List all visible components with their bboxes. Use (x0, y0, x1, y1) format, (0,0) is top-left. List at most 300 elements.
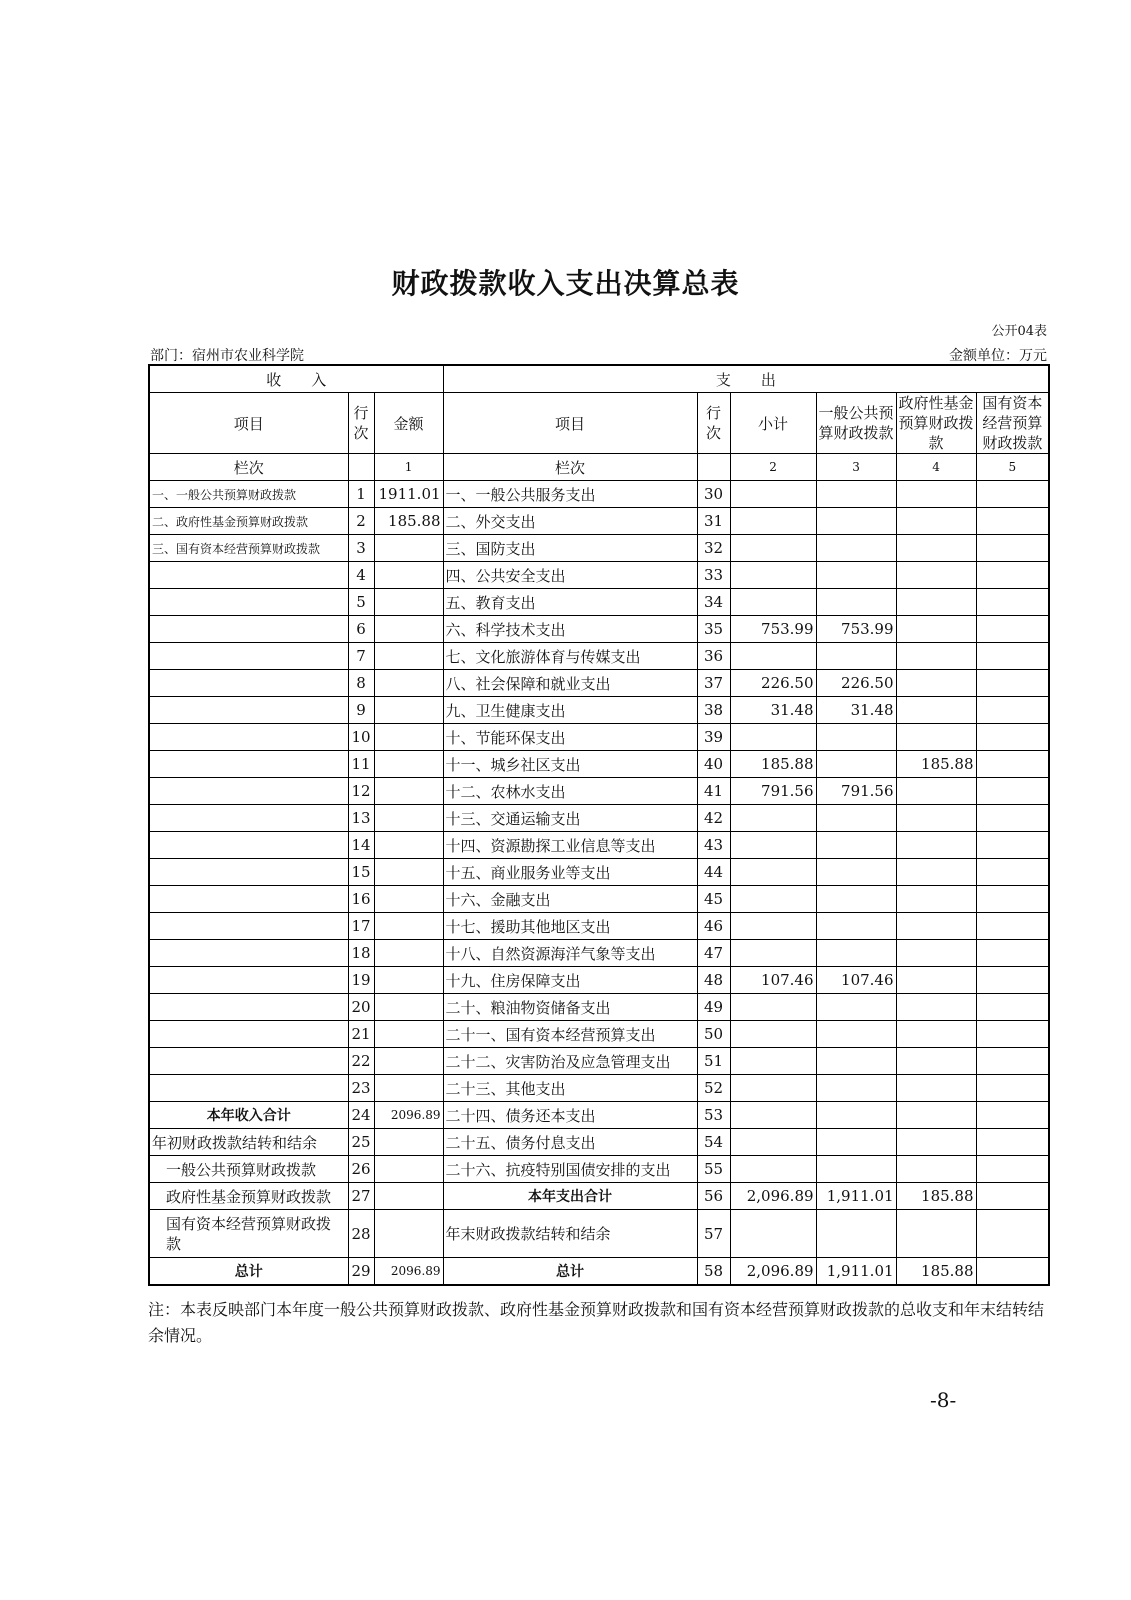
subtotal-value (730, 1156, 816, 1183)
expense-row-no-header: 行次 (697, 393, 730, 454)
gov-fund-value: 185.88 (896, 751, 976, 778)
income-row-no: 20 (348, 994, 374, 1021)
expense-row-no: 58 (697, 1258, 730, 1286)
expense-item: 六、科学技术支出 (443, 616, 697, 643)
state-capital-value (976, 697, 1049, 724)
income-amount (374, 751, 443, 778)
income-item-header: 项目 (149, 393, 348, 454)
expense-item: 十八、自然资源海洋气象等支出 (443, 940, 697, 967)
subtotal-value: 2,096.89 (730, 1183, 816, 1210)
subtotal-value: 753.99 (730, 616, 816, 643)
gov-fund-value (896, 994, 976, 1021)
income-row-no: 7 (348, 643, 374, 670)
expense-row-no: 57 (697, 1210, 730, 1258)
expense-row-no: 46 (697, 913, 730, 940)
income-amount (374, 994, 443, 1021)
gov-fund-value (896, 1102, 976, 1129)
table-row (149, 508, 1049, 535)
income-row-no: 15 (348, 859, 374, 886)
general-budget-value (816, 994, 896, 1021)
income-row-no: 28 (348, 1210, 374, 1258)
general-budget-value: 31.48 (816, 697, 896, 724)
table-row (149, 616, 1049, 643)
income-row-no: 12 (348, 778, 374, 805)
general-budget-value (816, 886, 896, 913)
gov-fund-value (896, 481, 976, 508)
income-header: 收 入 (149, 365, 443, 393)
income-row-no: 4 (348, 562, 374, 589)
state-capital-value (976, 508, 1049, 535)
expense-item: 总计 (443, 1258, 697, 1286)
expense-row-no: 44 (697, 859, 730, 886)
state-capital-value (976, 589, 1049, 616)
general-budget-header: 一般公共预算财政拨款 (816, 393, 896, 454)
expense-item: 十一、城乡社区支出 (443, 751, 697, 778)
expense-item: 五、教育支出 (443, 589, 697, 616)
general-budget-value (816, 913, 896, 940)
state-capital-value (976, 1258, 1049, 1286)
state-capital-value (976, 778, 1049, 805)
expense-row-no: 35 (697, 616, 730, 643)
income-item (149, 778, 348, 805)
income-item (149, 751, 348, 778)
general-budget-value: 226.50 (816, 670, 896, 697)
gov-fund-value (896, 1129, 976, 1156)
expense-item: 二十、粮油物资储备支出 (443, 994, 697, 1021)
subtotal-value (730, 913, 816, 940)
general-budget-value (816, 1075, 896, 1102)
col-number: 5 (976, 454, 1049, 481)
income-amount (374, 643, 443, 670)
state-capital-value (976, 481, 1049, 508)
gov-fund-value (896, 805, 976, 832)
income-amount (374, 832, 443, 859)
table-row (149, 697, 1049, 724)
income-item (149, 616, 348, 643)
appropriation-table (148, 364, 1050, 1286)
income-amount (374, 724, 443, 751)
expense-row-no: 49 (697, 994, 730, 1021)
gov-fund-value (896, 697, 976, 724)
income-row-no: 24 (348, 1102, 374, 1129)
income-row-no: 21 (348, 1021, 374, 1048)
income-row-no: 2 (348, 508, 374, 535)
table-row (149, 859, 1049, 886)
expense-row-no: 50 (697, 1021, 730, 1048)
gov-fund-value (896, 886, 976, 913)
state-capital-value (976, 670, 1049, 697)
state-capital-value (976, 940, 1049, 967)
expense-row-no: 36 (697, 643, 730, 670)
gov-fund-value (896, 589, 976, 616)
subtotal-value (730, 805, 816, 832)
expense-item: 十四、资源勘探工业信息等支出 (443, 832, 697, 859)
state-capital-value (976, 967, 1049, 994)
income-item (149, 724, 348, 751)
expense-item: 八、社会保障和就业支出 (443, 670, 697, 697)
subtotal-value: 2,096.89 (730, 1258, 816, 1286)
expense-row-no: 39 (697, 724, 730, 751)
income-item: 年初财政拨款结转和结余 (149, 1129, 348, 1156)
expense-item: 二十四、债务还本支出 (443, 1102, 697, 1129)
expense-row-no: 37 (697, 670, 730, 697)
table-row (149, 481, 1049, 508)
income-amount: 185.88 (374, 508, 443, 535)
gov-fund-value (896, 940, 976, 967)
income-row-no: 27 (348, 1183, 374, 1210)
subtotal-value (730, 1129, 816, 1156)
general-budget-value (816, 1021, 896, 1048)
subtotal-value (730, 1075, 816, 1102)
gov-fund-value (896, 778, 976, 805)
gov-fund-value (896, 832, 976, 859)
income-row-no: 29 (348, 1258, 374, 1286)
general-budget-value (816, 1129, 896, 1156)
general-budget-value (816, 481, 896, 508)
table-row (149, 1258, 1049, 1286)
general-budget-value: 1,911.01 (816, 1258, 896, 1286)
general-budget-value (816, 1210, 896, 1258)
state-capital-value (976, 886, 1049, 913)
expense-item: 十、节能环保支出 (443, 724, 697, 751)
subtotal-value: 107.46 (730, 967, 816, 994)
expense-row-no: 55 (697, 1156, 730, 1183)
gov-fund-value (896, 670, 976, 697)
income-amount-header: 金额 (374, 393, 443, 454)
col-blank (697, 454, 730, 481)
subtotal-value (730, 859, 816, 886)
income-item (149, 1021, 348, 1048)
subtotal-value (730, 994, 816, 1021)
income-amount: 1911.01 (374, 481, 443, 508)
income-amount (374, 778, 443, 805)
state-capital-value (976, 805, 1049, 832)
expense-item: 七、文化旅游体育与传媒支出 (443, 643, 697, 670)
income-amount (374, 886, 443, 913)
gov-fund-value (896, 1075, 976, 1102)
income-row-no: 22 (348, 1048, 374, 1075)
col-label: 栏次 (443, 454, 697, 481)
table-row (149, 1075, 1049, 1102)
income-item (149, 913, 348, 940)
income-row-no: 26 (348, 1156, 374, 1183)
department-label: 部门：宿州市农业科学院 (150, 348, 304, 364)
state-capital-value (976, 643, 1049, 670)
gov-fund-value (896, 1021, 976, 1048)
state-capital-value (976, 1156, 1049, 1183)
table-row (149, 832, 1049, 859)
col-number: 4 (896, 454, 976, 481)
table-row (149, 589, 1049, 616)
table-row (149, 805, 1049, 832)
expense-item: 四、公共安全支出 (443, 562, 697, 589)
subtotal-value: 185.88 (730, 751, 816, 778)
income-amount (374, 697, 443, 724)
expense-item: 二十一、国有资本经营预算支出 (443, 1021, 697, 1048)
income-amount: 2096.89 (374, 1258, 443, 1286)
expense-item-header: 项目 (443, 393, 697, 454)
subtotal-value (730, 535, 816, 562)
expense-row-no: 43 (697, 832, 730, 859)
income-item (149, 805, 348, 832)
income-item (149, 670, 348, 697)
general-budget-value (816, 562, 896, 589)
gov-fund-value (896, 643, 976, 670)
general-budget-value (816, 832, 896, 859)
table-row (149, 1048, 1049, 1075)
income-item (149, 994, 348, 1021)
state-capital-value (976, 1021, 1049, 1048)
expense-row-no: 54 (697, 1129, 730, 1156)
general-budget-value (816, 859, 896, 886)
income-amount: 2096.89 (374, 1102, 443, 1129)
general-budget-value (816, 508, 896, 535)
expense-item: 二、外交支出 (443, 508, 697, 535)
general-budget-value (816, 535, 896, 562)
state-capital-value (976, 751, 1049, 778)
income-row-no: 19 (348, 967, 374, 994)
table-row (149, 1102, 1049, 1129)
expense-row-no: 32 (697, 535, 730, 562)
table-row (149, 940, 1049, 967)
general-budget-value: 791.56 (816, 778, 896, 805)
gov-fund-value (896, 535, 976, 562)
col-number: 3 (816, 454, 896, 481)
income-row-no: 5 (348, 589, 374, 616)
expense-item: 三、国防支出 (443, 535, 697, 562)
income-item (149, 967, 348, 994)
state-capital-value (976, 616, 1049, 643)
income-amount (374, 562, 443, 589)
form-code: 公开04表 (991, 324, 1047, 339)
state-capital-value (976, 859, 1049, 886)
subtotal-value (730, 1021, 816, 1048)
gov-fund-value (896, 616, 976, 643)
table-row (149, 886, 1049, 913)
col-number: 1 (374, 454, 443, 481)
expense-item: 年末财政拨款结转和结余 (443, 1210, 697, 1258)
table-row (149, 1183, 1049, 1210)
subtotal-value (730, 724, 816, 751)
income-item: 一、一般公共预算财政拨款 (149, 481, 348, 508)
income-amount (374, 805, 443, 832)
income-row-no: 14 (348, 832, 374, 859)
gov-fund-value (896, 859, 976, 886)
table-row (149, 751, 1049, 778)
subtotal-value (730, 643, 816, 670)
state-capital-value (976, 1102, 1049, 1129)
state-capital-value (976, 562, 1049, 589)
table-row (149, 778, 1049, 805)
income-row-no: 16 (348, 886, 374, 913)
state-capital-value (976, 1075, 1049, 1102)
state-capital-value (976, 832, 1049, 859)
table-row (149, 1210, 1049, 1258)
expense-row-no: 33 (697, 562, 730, 589)
table-row (149, 535, 1049, 562)
income-row-no-header: 行次 (348, 393, 374, 454)
expense-item: 二十五、债务付息支出 (443, 1129, 697, 1156)
income-item (149, 1048, 348, 1075)
expense-item: 九、卫生健康支出 (443, 697, 697, 724)
income-row-no: 18 (348, 940, 374, 967)
income-item (149, 832, 348, 859)
expense-row-no: 31 (697, 508, 730, 535)
income-row-no: 6 (348, 616, 374, 643)
income-amount (374, 1210, 443, 1258)
expense-item: 十三、交通运输支出 (443, 805, 697, 832)
general-budget-value (816, 805, 896, 832)
table-row (149, 670, 1049, 697)
state-capital-value (976, 913, 1049, 940)
income-amount (374, 616, 443, 643)
expense-row-no: 47 (697, 940, 730, 967)
unit-label: 金额单位：万元 (949, 348, 1047, 364)
subtotal-value: 31.48 (730, 697, 816, 724)
expense-row-no: 38 (697, 697, 730, 724)
income-row-no: 3 (348, 535, 374, 562)
expense-row-no: 56 (697, 1183, 730, 1210)
income-item (149, 589, 348, 616)
income-row-no: 23 (348, 1075, 374, 1102)
expense-item: 二十二、灾害防治及应急管理支出 (443, 1048, 697, 1075)
table-row (149, 994, 1049, 1021)
income-row-no: 11 (348, 751, 374, 778)
table-row (149, 643, 1049, 670)
income-row-no: 8 (348, 670, 374, 697)
income-item (149, 1075, 348, 1102)
expense-row-no: 51 (697, 1048, 730, 1075)
subtotal-value: 226.50 (730, 670, 816, 697)
state-capital-value (976, 1183, 1049, 1210)
subtotal-value (730, 832, 816, 859)
general-budget-value (816, 589, 896, 616)
state-capital-value (976, 994, 1049, 1021)
expense-item: 二十六、抗疫特别国债安排的支出 (443, 1156, 697, 1183)
gov-fund-value: 185.88 (896, 1183, 976, 1210)
income-amount (374, 589, 443, 616)
income-item (149, 940, 348, 967)
table-row (149, 724, 1049, 751)
income-item: 国有资本经营预算财政拨款 (149, 1210, 348, 1258)
general-budget-value: 753.99 (816, 616, 896, 643)
expense-row-no: 30 (697, 481, 730, 508)
col-number: 2 (730, 454, 816, 481)
expense-item: 一、一般公共服务支出 (443, 481, 697, 508)
gov-fund-value: 185.88 (896, 1258, 976, 1286)
general-budget-value (816, 643, 896, 670)
gov-fund-value (896, 913, 976, 940)
gov-fund-header: 政府性基金预算财政拨款 (896, 393, 976, 454)
income-amount (374, 670, 443, 697)
income-amount (374, 1156, 443, 1183)
income-row-no: 17 (348, 913, 374, 940)
expense-row-no: 45 (697, 886, 730, 913)
expense-item: 十六、金融支出 (443, 886, 697, 913)
table-row (149, 1156, 1049, 1183)
gov-fund-value (896, 1210, 976, 1258)
general-budget-value: 1,911.01 (816, 1183, 896, 1210)
income-item (149, 697, 348, 724)
table-row (149, 913, 1049, 940)
income-row-no: 1 (348, 481, 374, 508)
expense-item: 十二、农林水支出 (443, 778, 697, 805)
subtotal-value (730, 1102, 816, 1129)
gov-fund-value (896, 508, 976, 535)
state-capital-value (976, 1210, 1049, 1258)
gov-fund-value (896, 1156, 976, 1183)
income-item: 三、国有资本经营预算财政拨款 (149, 535, 348, 562)
income-row-no: 10 (348, 724, 374, 751)
table-row (149, 967, 1049, 994)
expense-item: 本年支出合计 (443, 1183, 697, 1210)
gov-fund-value (896, 562, 976, 589)
income-row-no: 9 (348, 697, 374, 724)
subtotal-value (730, 1210, 816, 1258)
state-capital-value (976, 1048, 1049, 1075)
expense-row-no: 53 (697, 1102, 730, 1129)
subtotal-value (730, 886, 816, 913)
gov-fund-value (896, 967, 976, 994)
income-item (149, 562, 348, 589)
income-item (149, 643, 348, 670)
subtotal-value (730, 940, 816, 967)
page-number: -8- (930, 1388, 957, 1412)
income-row-no: 13 (348, 805, 374, 832)
income-amount (374, 940, 443, 967)
income-item (149, 886, 348, 913)
expense-row-no: 42 (697, 805, 730, 832)
income-amount (374, 535, 443, 562)
expense-row-no: 52 (697, 1075, 730, 1102)
gov-fund-value (896, 1048, 976, 1075)
subtotal-value (730, 589, 816, 616)
table-row (149, 1129, 1049, 1156)
general-budget-value (816, 1156, 896, 1183)
subtotal-value (730, 481, 816, 508)
subtotal-value (730, 508, 816, 535)
income-amount (374, 1021, 443, 1048)
state-capital-value (976, 535, 1049, 562)
expense-item: 十五、商业服务业等支出 (443, 859, 697, 886)
gov-fund-value (896, 724, 976, 751)
subtotal-value (730, 562, 816, 589)
col-label: 栏次 (149, 454, 348, 481)
expense-item: 十九、住房保障支出 (443, 967, 697, 994)
income-amount (374, 859, 443, 886)
state-capital-value (976, 724, 1049, 751)
income-item: 一般公共预算财政拨款 (149, 1156, 348, 1183)
income-amount (374, 1129, 443, 1156)
expense-item: 十七、援助其他地区支出 (443, 913, 697, 940)
expense-row-no: 40 (697, 751, 730, 778)
income-amount (374, 1183, 443, 1210)
general-budget-value (816, 1102, 896, 1129)
expense-item: 二十三、其他支出 (443, 1075, 697, 1102)
income-item: 政府性基金预算财政拨款 (149, 1183, 348, 1210)
state-capital-value (976, 1129, 1049, 1156)
general-budget-value (816, 724, 896, 751)
table-row (149, 1021, 1049, 1048)
income-item: 总计 (149, 1258, 348, 1286)
general-budget-value (816, 751, 896, 778)
col-blank (348, 454, 374, 481)
general-budget-value (816, 1048, 896, 1075)
income-amount (374, 1048, 443, 1075)
income-item: 二、政府性基金预算财政拨款 (149, 508, 348, 535)
general-budget-value (816, 940, 896, 967)
subtotal-value (730, 1048, 816, 1075)
